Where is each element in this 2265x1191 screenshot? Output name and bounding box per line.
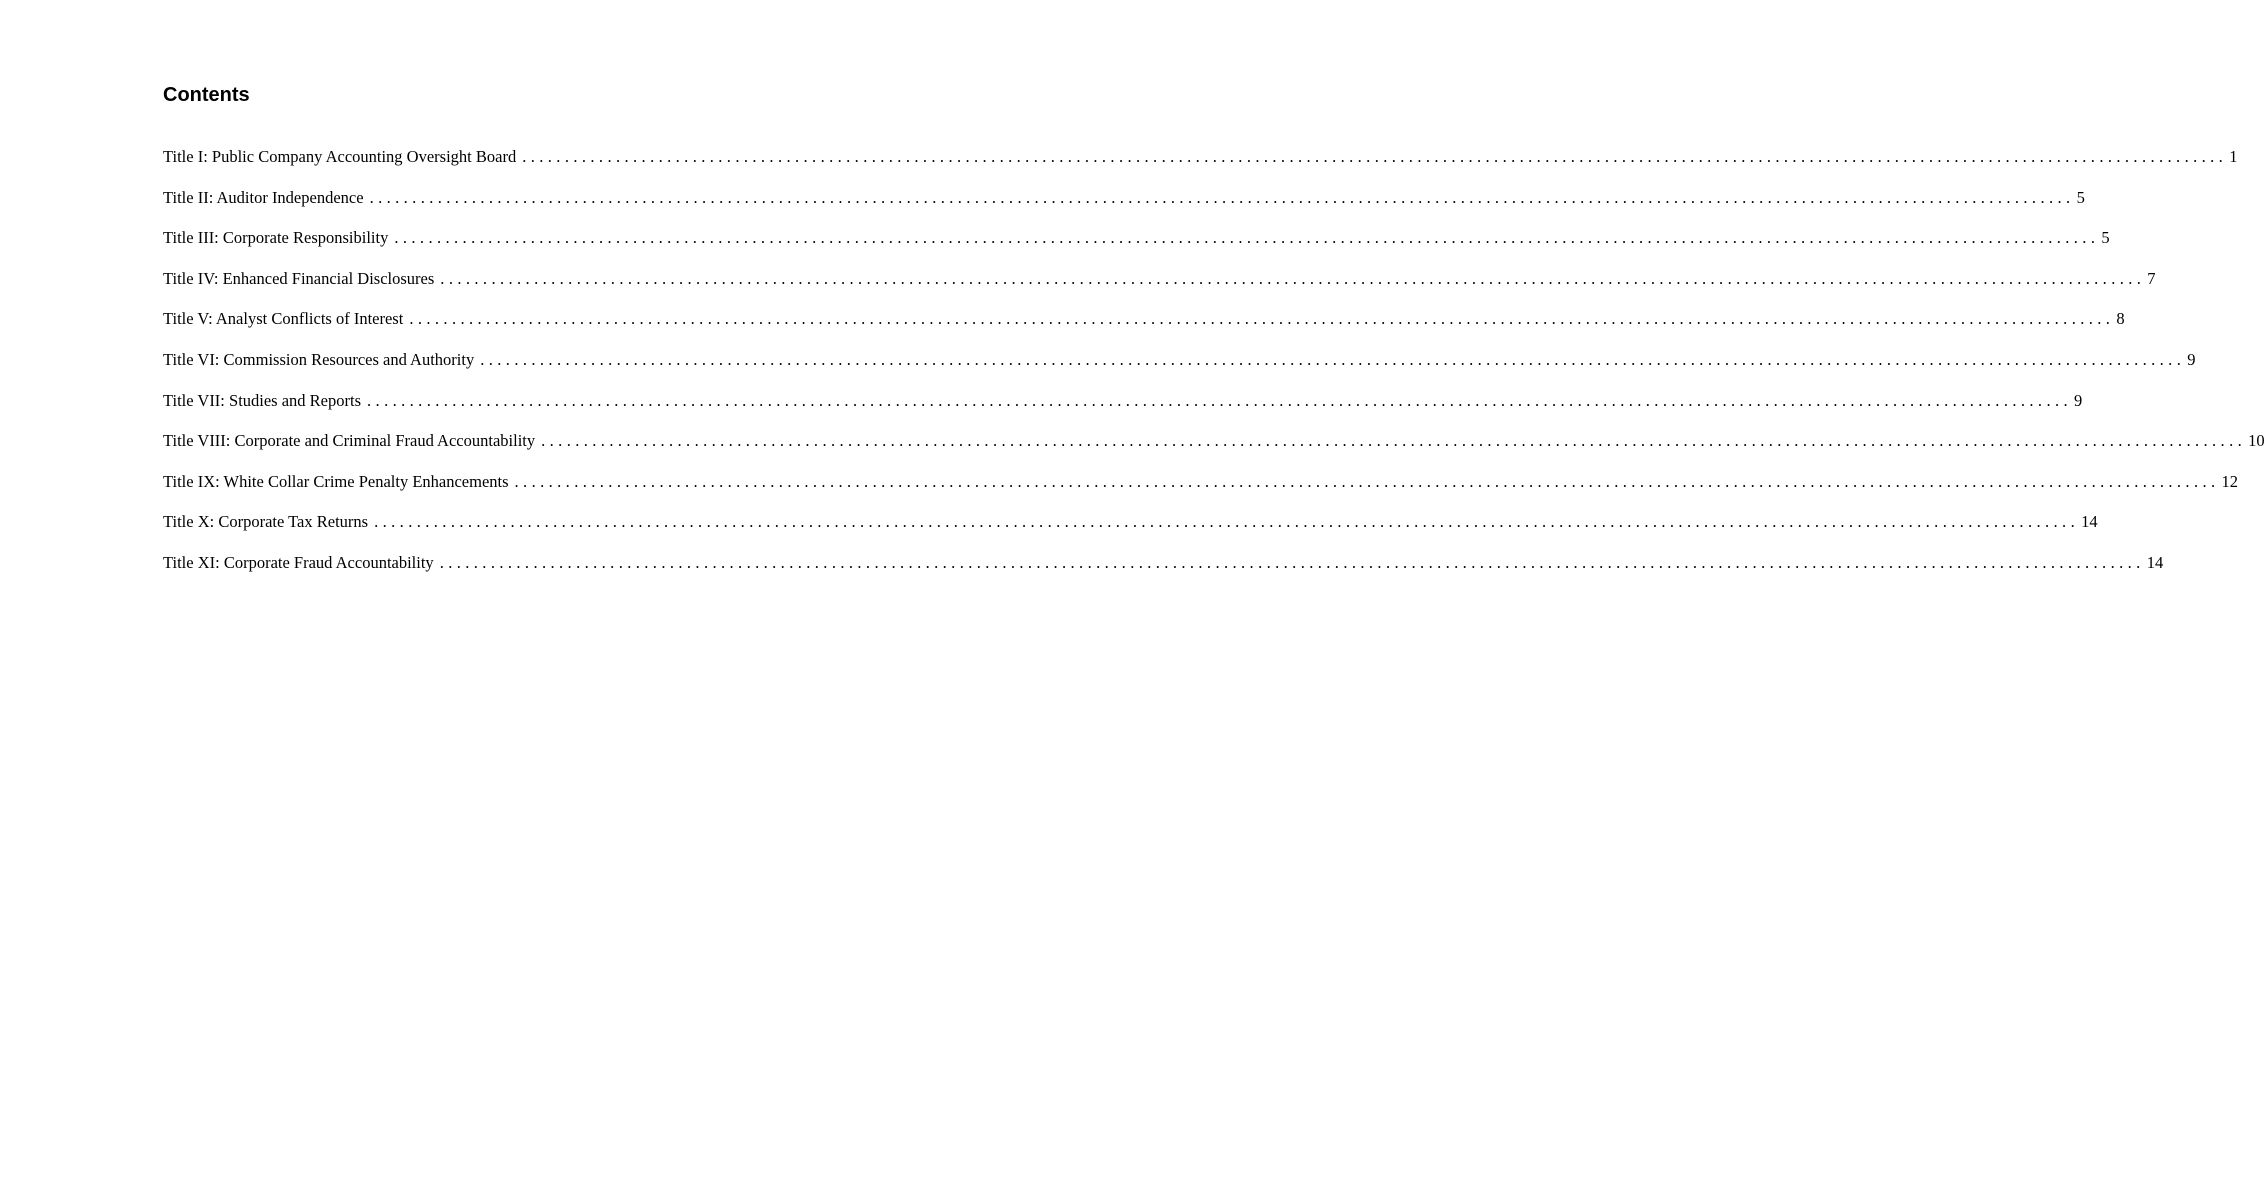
toc-entry-title: Title X: Corporate Tax Returns bbox=[163, 512, 369, 532]
toc-dot-leader: ........................................................................................................................................................................................................ bbox=[541, 431, 2247, 451]
toc-entry-page: 7 bbox=[2147, 268, 2156, 288]
toc-entry[interactable] bbox=[163, 186, 2085, 227]
toc-dot-leader: ........................................................................................................................................................................................................ bbox=[369, 187, 2075, 207]
toc-entry-title: Title VIII: Corporate and Criminal Fraud Accountability bbox=[163, 431, 536, 451]
toc-entry-title: Title IX: White Collar Crime Penalty Enhancements bbox=[163, 471, 509, 491]
toc-dot-leader: ........................................................................................................................................................................................................ bbox=[480, 349, 2186, 369]
toc-dot-leader: ........................................................................................................................................................................................................ bbox=[394, 228, 2100, 248]
toc-entry-page: 5 bbox=[2076, 187, 2085, 207]
toc-entry[interactable] bbox=[163, 389, 2083, 430]
toc-entry-page: 14 bbox=[2081, 512, 2098, 532]
toc-entry[interactable] bbox=[163, 307, 2125, 348]
table-of-contents bbox=[163, 145, 2265, 592]
toc-entry[interactable] bbox=[163, 551, 2164, 592]
toc-entry-title: Title V: Analyst Conflicts of Interest bbox=[163, 309, 404, 329]
toc-entry-title: Title III: Corporate Responsibility bbox=[163, 228, 389, 248]
toc-dot-leader: ........................................................................................................................................................................................................ bbox=[440, 268, 2146, 288]
toc-entry[interactable] bbox=[163, 267, 2156, 308]
toc-entry-page: 9 bbox=[2187, 349, 2196, 369]
toc-entry-title: Title I: Public Company Accounting Oversight Board bbox=[163, 147, 517, 166]
toc-entry-page: 10 bbox=[2248, 431, 2265, 451]
contents-heading: Contents bbox=[163, 84, 250, 106]
toc-dot-leader: ........................................................................................................................................................................................................ bbox=[367, 390, 2073, 410]
toc-entry[interactable] bbox=[163, 226, 2110, 267]
toc-entry-page: 9 bbox=[2074, 390, 2083, 410]
toc-entry-title: Title II: Auditor Independence bbox=[163, 187, 364, 207]
toc-dot-leader: ........................................................................................................................................................................................................ bbox=[409, 309, 2115, 329]
toc-entry[interactable] bbox=[163, 470, 2239, 511]
toc-entry-title: Title XI: Corporate Fraud Accountability bbox=[163, 552, 434, 572]
toc-entry-page: 5 bbox=[2101, 228, 2110, 248]
toc-entry-title: Title IV: Enhanced Financial Disclosures bbox=[163, 268, 435, 288]
toc-entry[interactable] bbox=[163, 510, 2098, 551]
toc-dot-leader: ........................................................................................................................................................................................................ bbox=[374, 512, 2080, 532]
toc-dot-leader: ........................................................................................................................................................................................................ bbox=[439, 552, 2145, 572]
toc-entry[interactable] bbox=[163, 429, 2265, 470]
toc-entry-page: 12 bbox=[2221, 471, 2239, 491]
toc-entry[interactable] bbox=[163, 348, 2196, 389]
toc-entry-title: Title VI: Commission Resources and Authority bbox=[163, 349, 475, 369]
toc-entry-page: 8 bbox=[2116, 309, 2125, 329]
toc-entry-title: Title VII: Studies and Reports bbox=[163, 390, 362, 410]
toc-dot-leader: ........................................................................................................................................................................................................ bbox=[522, 147, 2228, 166]
toc-dot-leader: ........................................................................................................................................................................................................ bbox=[514, 471, 2220, 491]
toc-entry[interactable] bbox=[163, 145, 2238, 186]
toc-entry-page: 14 bbox=[2146, 552, 2164, 572]
toc-entry-page: 1 bbox=[2229, 147, 2238, 166]
